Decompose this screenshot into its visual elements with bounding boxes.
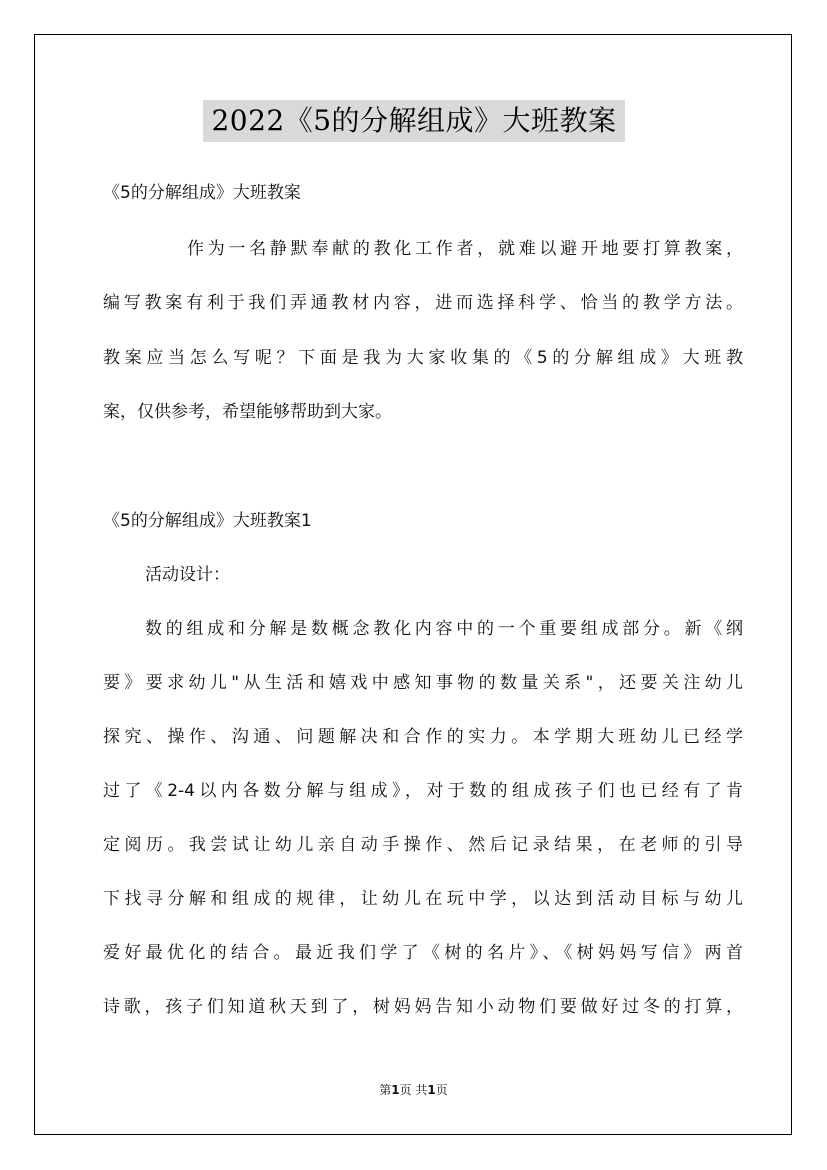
body-line-1: 数的组成和分解是数概念教化内容中的一个重要组成部分。新《纲	[145, 619, 743, 639]
body-line-5: 定阅历。我尝试让幼儿亲自动手操作、然后记录结果，在老师的引导	[103, 835, 743, 855]
activity-label: 活动设计：	[145, 565, 230, 585]
footer-suffix: 页	[435, 1083, 448, 1097]
document-title: 2022《5的分解组成》大班教案	[203, 100, 625, 142]
intro-line-3: 教案应当怎么写呢？下面是我为大家收集的《5的分解组成》大班教	[103, 348, 743, 368]
body-line-6: 下找寻分解和组成的规律，让幼儿在玩中学，以达到活动目标与幼儿	[103, 889, 743, 909]
body-line-7: 爱好最优化的结合。最近我们学了《树的名片》、《树妈妈写信》两首	[103, 943, 743, 963]
body-line-4: 过了《2-4以内各数分解与组成》，对于数的组成孩子们也已经有了肯	[103, 781, 743, 801]
intro-line-2: 编写教案有利于我们弄通教材内容，进而选择科学、恰当的教学方法。	[103, 293, 743, 313]
footer-mid: 页 共	[399, 1083, 428, 1097]
footer-page-current: 1	[391, 1083, 400, 1097]
footer-prefix: 第	[379, 1083, 392, 1097]
intro-line-4: 案，仅供参考，希望能够帮助到大家。	[103, 402, 392, 422]
footer-page-total: 1	[427, 1083, 436, 1097]
section-heading: 《5的分解组成》大班教案1	[103, 511, 312, 531]
intro-line-1: 作为一名静默奉献的教化工作者，就难以避开地要打算教案，	[187, 239, 743, 259]
body-line-2: 要》要求幼儿"从生活和嬉戏中感知事物的数量关系"，还要关注幼儿	[103, 673, 743, 693]
page-footer	[0, 1081, 827, 1098]
body-line-8: 诗歌，孩子们知道秋天到了，树妈妈告知小动物们要做好过冬的打算，	[103, 997, 743, 1017]
body-line-3: 探究、操作、沟通、问题解决和合作的实力。本学期大班幼儿已经学	[103, 727, 743, 747]
document-subtitle: 《5的分解组成》大班教案	[103, 183, 301, 203]
